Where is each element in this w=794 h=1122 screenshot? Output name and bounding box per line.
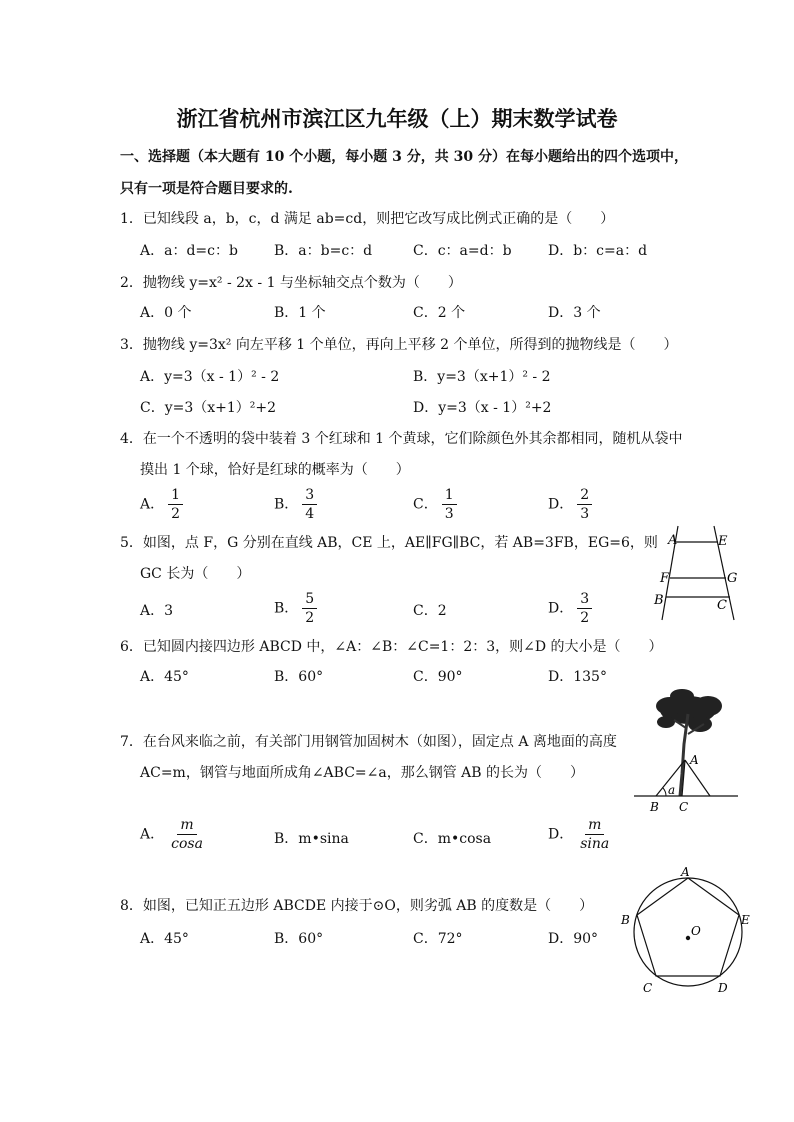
q5-option-b[interactable]: B． $\frac{5}{2}$ (274, 590, 317, 627)
svg-text:F: F (660, 571, 670, 586)
q4-option-a[interactable]: A． $\frac{1}{2}$ (140, 486, 183, 523)
q4-option-c[interactable]: C． $\frac{1}{3}$ (413, 486, 457, 523)
section-heading-line2: 只有一项是符合题目要求的. (120, 181, 293, 197)
question-4-stem-line1: 4．在一个不透明的袋中装着 3 个红球和 1 个黄球，它们除颜色外其余都相同，随机从袋中 (120, 431, 683, 447)
svg-text:A: A (690, 753, 699, 767)
q2-option-d[interactable]: D．3 个 (548, 305, 601, 321)
q8-option-d[interactable]: D．90° (548, 931, 599, 947)
q2-option-a[interactable]: A．0 个 (140, 305, 192, 321)
svg-text:B: B (621, 913, 630, 927)
fraction: $\frac{1}{3}$ (442, 486, 457, 523)
q7-tree-figure (630, 684, 742, 816)
question-8-stem: 8．如图，已知正五边形 ABCDE 内接于⊙O，则劣弧 AB 的度数是（ ） (120, 898, 594, 914)
fraction: $\frac{m}{\sin a}$ (580, 817, 610, 852)
q8-option-c[interactable]: C．72° (413, 931, 463, 947)
q4-option-d[interactable]: D． $\frac{2}{3}$ (548, 486, 592, 523)
q6-option-c[interactable]: C．90° (413, 669, 463, 685)
page-title: 浙江省杭州市滨江区九年级（上）期末数学试卷 (176, 106, 618, 131)
q7-option-c[interactable]: C．m•cosa (413, 831, 492, 847)
q1-option-a[interactable]: A．a：d=c：b (140, 243, 238, 259)
question-5-stem-line2: GC 长为（ ） (140, 566, 251, 582)
svg-text:D: D (718, 981, 728, 995)
q1-option-d[interactable]: D．b：c=a：d (548, 243, 648, 259)
q1-option-b[interactable]: B．a：b=c：d (274, 243, 373, 259)
question-4-stem-line2: 摸出 1 个球，恰好是红球的概率为（ ） (140, 462, 410, 478)
svg-text:G: G (727, 571, 738, 586)
q3-option-b[interactable]: B．y=3（x+1）² - 2 (413, 369, 551, 385)
fraction: $\frac{2}{3}$ (577, 486, 592, 523)
q5-option-c[interactable]: C．2 (413, 603, 447, 619)
q8-option-b[interactable]: B．60° (274, 931, 324, 947)
question-7-stem-line2: AC=m，钢管与地面所成角∠ABC=∠a，那么钢管 AB 的长为（ ） (140, 765, 585, 781)
q2-option-b[interactable]: B．1 个 (274, 305, 326, 321)
tree-icon (656, 689, 722, 732)
svg-text:O: O (691, 924, 701, 938)
q5-option-d[interactable]: D． $\frac{3}{2}$ (548, 590, 592, 627)
q8-pentagon-circle-figure (618, 862, 758, 1002)
section-heading-line1: 一、选择题（本大题有 10 个小题，每小题 3 分，共 30 分）在每小题给出的四个选项中， (120, 149, 688, 165)
q2-option-c[interactable]: C．2 个 (413, 305, 466, 321)
svg-text:E: E (741, 913, 750, 927)
svg-text:a: a (668, 783, 676, 797)
q6-option-d[interactable]: D．135° (548, 669, 607, 685)
svg-text:C: C (717, 598, 727, 613)
svg-text:C: C (679, 800, 689, 814)
q3-option-d[interactable]: D．y=3（x - 1）²+2 (413, 400, 552, 416)
fraction: $\frac{3}{4}$ (302, 486, 317, 523)
fraction: $\frac{3}{2}$ (577, 590, 592, 627)
question-2-stem: 2．抛物线 y=x² - 2x - 1 与坐标轴交点个数为（ ） (120, 275, 462, 291)
q7-option-a[interactable]: A． $\frac{m}{\cos a}$ (140, 816, 206, 853)
question-7-stem-line1: 7．在台风来临之前，有关部门用钢管加固树木（如图），固定点 A 离地面的高度 (120, 734, 617, 750)
q8-option-a[interactable]: A．45° (140, 931, 189, 947)
svg-text:A: A (668, 533, 678, 548)
question-3-stem: 3．抛物线 y=3x² 向左平移 1 个单位，再向上平移 2 个单位，所得到的抛物线是（ ） (120, 337, 678, 353)
fraction: $\frac{m}{\cos a}$ (171, 817, 203, 852)
q7-option-b[interactable]: B．m•sina (274, 831, 349, 847)
q5-parallel-lines-figure (650, 522, 750, 622)
fraction: $\frac{5}{2}$ (302, 590, 317, 627)
question-6-stem: 6．已知圆内接四边形 ABCD 中，∠A：∠B：∠C=1：2：3，则∠D 的大小是（ ） (120, 639, 663, 655)
svg-text:B: B (654, 593, 664, 608)
q6-option-a[interactable]: A．45° (140, 669, 189, 685)
q3-option-a[interactable]: A．y=3（x - 1）² - 2 (140, 369, 280, 385)
q4-option-b[interactable]: B． $\frac{3}{4}$ (274, 486, 317, 523)
q1-option-c[interactable]: C．c：a=d：b (413, 243, 512, 259)
question-1-stem: 1．已知线段 a，b，c，d 满足 ab=cd，则把它改写成比例式正确的是（ ） (120, 211, 615, 227)
svg-text:B: B (650, 800, 659, 814)
q3-option-c[interactable]: C．y=3（x+1）²+2 (140, 400, 277, 416)
svg-text:E: E (718, 534, 728, 549)
svg-text:C: C (643, 981, 653, 995)
question-5-stem-line1: 5．如图，点 F，G 分别在直线 AB，CE 上，AE∥FG∥BC，若 AB=3FB，EG=6，则 (120, 535, 658, 551)
q5-option-a[interactable]: A．3 (140, 603, 174, 619)
fraction: $\frac{1}{2}$ (168, 486, 183, 523)
q7-option-d[interactable]: D． $\frac{m}{\sin a}$ (548, 816, 612, 853)
q6-option-b[interactable]: B．60° (274, 669, 324, 685)
svg-text:A: A (681, 865, 690, 879)
